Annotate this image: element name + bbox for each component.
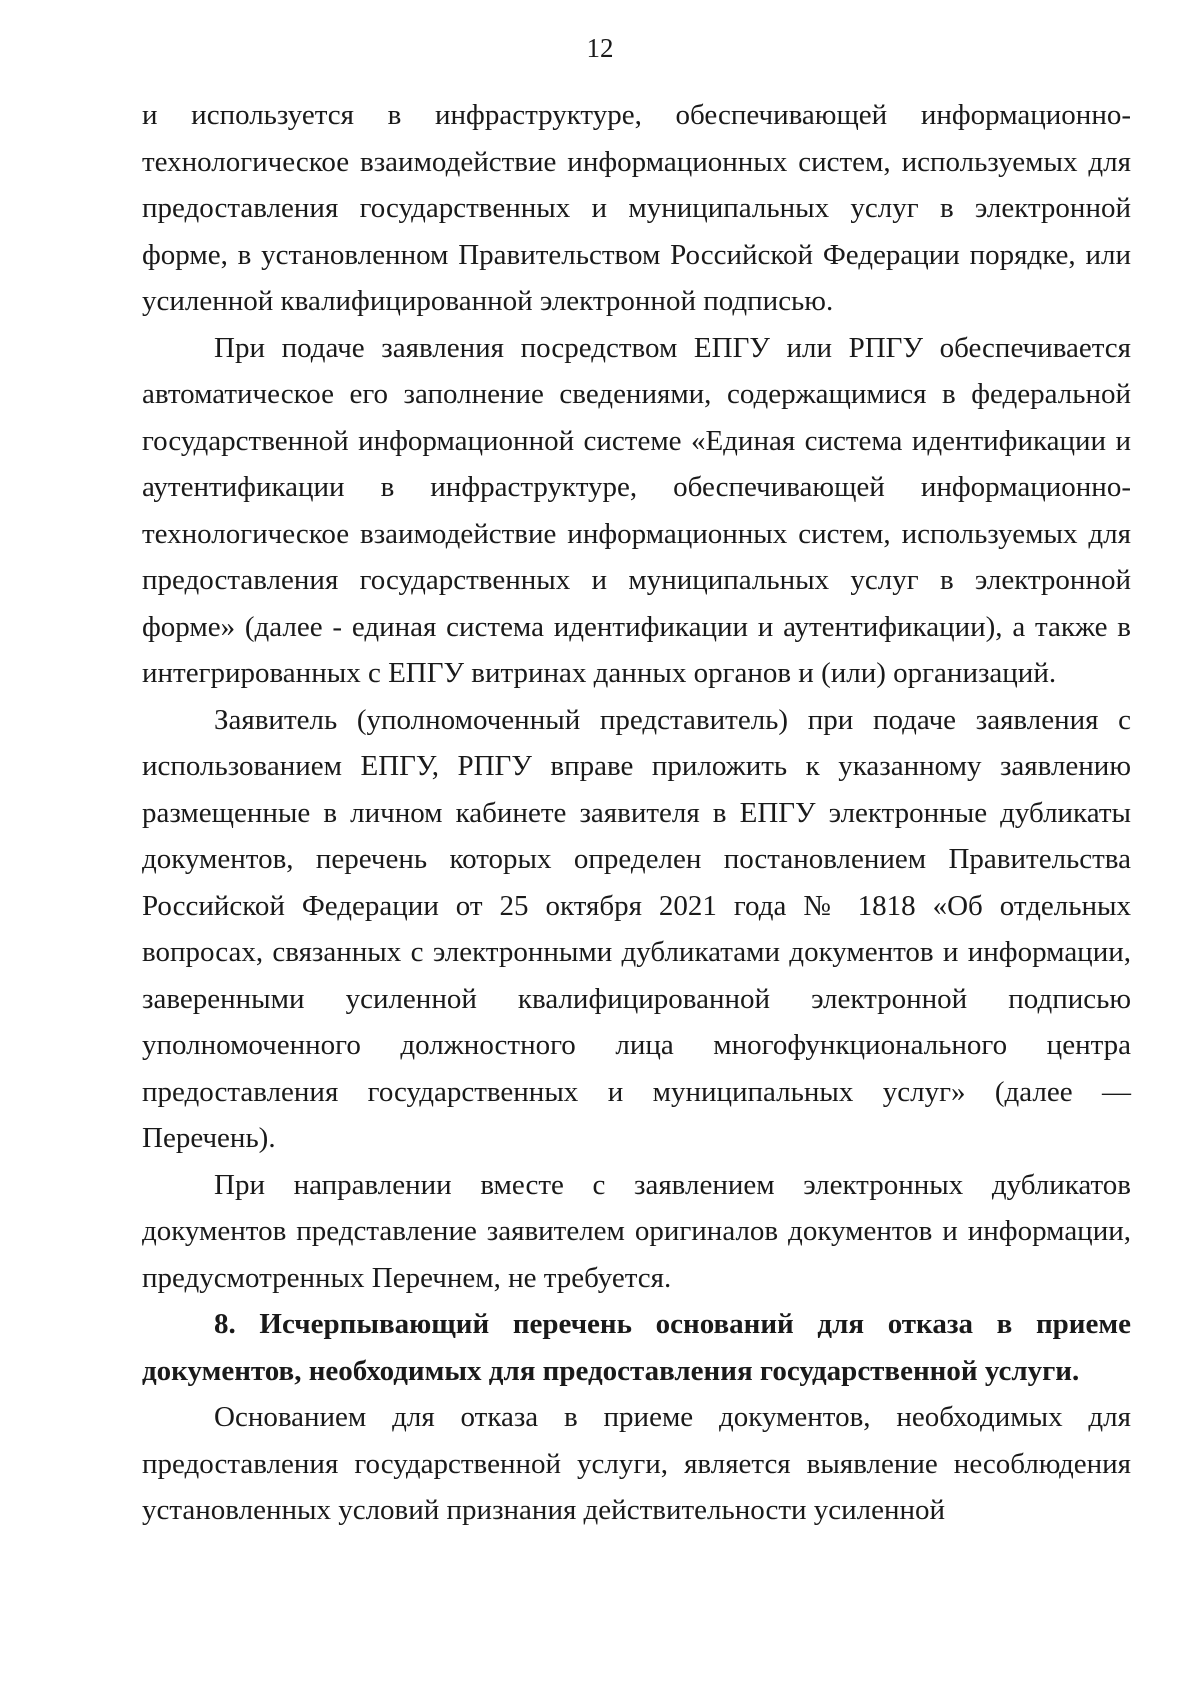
page-number: 12 (586, 33, 614, 63)
paragraph-continuation: и используется в инфраструктуре, обеспечивающей информационно-технологическое взаимодействие информационных систем, используемых для предоставления государственных и муниципальных услуг в электронной форме, в установленном Правительством Российской Федерации порядке, или усиленной квалифицированной электронной подписью. (142, 99, 1131, 317)
paragraph-epgu-autofill: При подаче заявления посредством ЕПГУ или РПГУ обеспечивается автоматическое его заполнение сведениями, содержащимися в федеральной государственной информационной системе «Единая система идентификации и аутентификации в инфраструктуре, обеспечивающей информационно-технологическое взаимодействие информационных систем, используемых для предоставления государственных и муниципальных услуг в электронной форме» (далее - единая система идентификации и аутентификации), а также в интегрированных с ЕПГУ витринах данных органов и (или) организаций. (142, 331, 1131, 689)
paragraph-electronic-duplicates: Заявитель (уполномоченный представитель) при подаче заявления с использованием ЕПГУ, РПГУ вправе приложить к указанному заявлению размещенные в личном кабинете заявителя в ЕПГУ электронные дубликаты документов, перечень которых определен постановлением Правительства Российской Федерации от 25 октября 2021 года № 1818 «Об отдельных вопросах, связанных с электронными дубликатами документов и информации, заверенными усиленной квалифицированной электронной подписью уполномоченного должностного лица многофункционального центра предоставления государственных и муниципальных услуг» (далее — Перечень). (142, 703, 1131, 1154)
section-heading: 8. Исчерпывающий перечень оснований для отказа в приеме документов, необходимых для предоставления государственной услуги. (142, 1308, 1131, 1387)
paragraph-refusal-grounds: Основанием для отказа в приеме документов, необходимых для предоставления государственной услуги, является выявление несоблюдения установленных условий признания действительности усиленной (142, 1401, 1131, 1526)
document-body (142, 92, 1131, 1534)
paragraph-originals-not-required: При направлении вместе с заявлением электронных дубликатов документов представление заявителем оригиналов документов и информации, предусмотренных Перечнем, не требуется. (142, 1168, 1131, 1294)
